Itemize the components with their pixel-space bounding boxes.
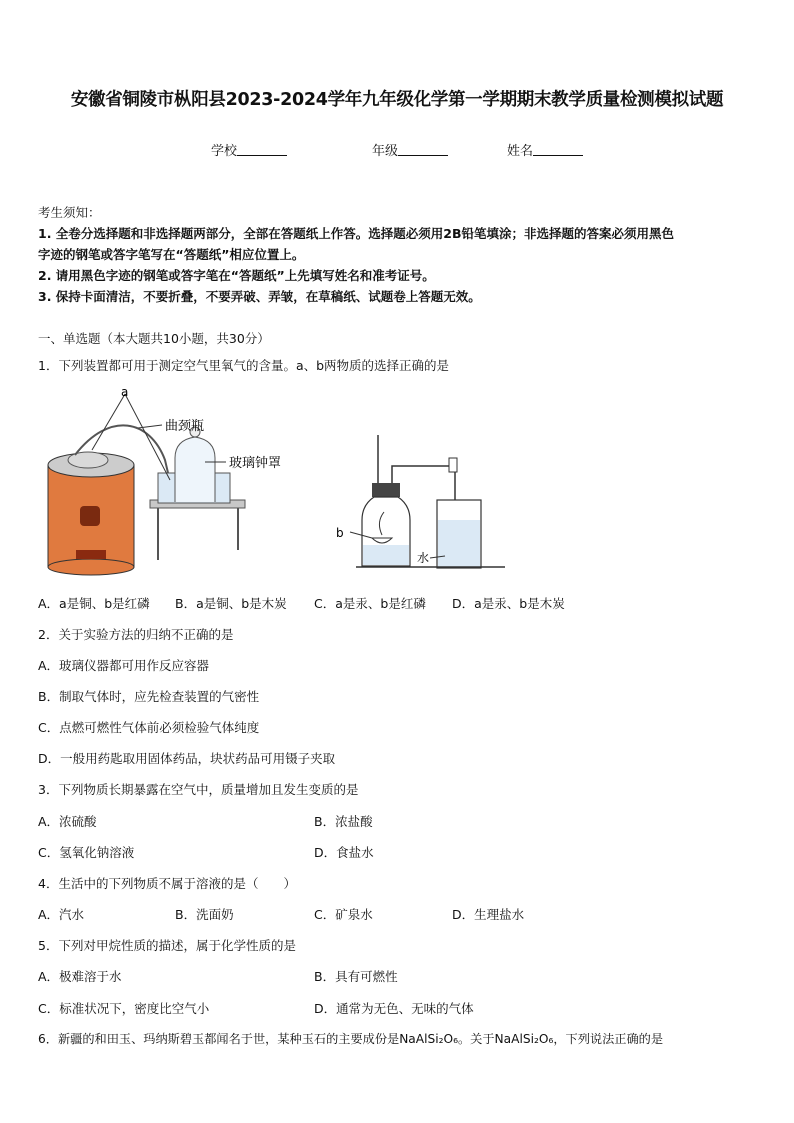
option-c: C．矿泉水 [314, 907, 373, 922]
label-flask: 曲颈瓶 [165, 419, 205, 434]
question-stem: 1．下列装置都可用于测定空气里氧气的含量。a、b两物质的选择正确的是 [38, 358, 450, 373]
notice-item: 2. 请用黑色字迹的钢笔或答字笔在“答题纸”上先填写姓名和准考证号。 [38, 268, 435, 283]
option-d: D．a是汞、b是木炭 [452, 596, 565, 611]
school-field: 学校 [211, 140, 287, 159]
option-b: B．洗面奶 [175, 907, 234, 922]
label-a: a [121, 385, 129, 399]
school-blank [237, 143, 287, 156]
grade-blank [398, 143, 448, 156]
notice-item: 字迹的钢笔或答字笔写在“答题纸”相应位置上。 [38, 247, 305, 262]
question-stem: 6．新疆的和田玉、玛纳斯碧玉都闻名于世，某种玉石的主要成份是NaAlSi₂O₆。关于NaAlSi₂O₆，下列说法正确的是 [38, 1032, 664, 1046]
label-b: b [336, 526, 344, 540]
option-c: C．氢氧化钠溶液 [38, 845, 135, 860]
option-a: A．玻璃仪器都可用作反应容器 [38, 658, 210, 673]
grade-field: 年级 [372, 140, 448, 159]
section-heading: 一、单选题（本大题共10小题，共30分） [38, 331, 270, 346]
notice-item: 1. 全卷分选择题和非选择题两部分，全部在答题纸上作答。选择题必须用2B铅笔填涂；非选择题的答案必须用黑色 [38, 226, 675, 241]
name-field: 姓名 [507, 140, 583, 159]
notice-item: 3. 保持卡面清洁，不要折叠，不要弄破、弄皱，在草稿纸、试题卷上答题无效。 [38, 289, 481, 304]
page-title: 安徽省铜陵市枞阳县2023-2024学年九年级化学第一学期期末教学质量检测模拟试题 [70, 90, 724, 110]
option-a: A．汽水 [38, 907, 85, 922]
question-stem: 5．下列对甲烷性质的描述，属于化学性质的是 [38, 938, 296, 953]
question-stem: 4．生活中的下列物质不属于溶液的是（ ） [38, 876, 296, 891]
option-d: D．食盐水 [314, 845, 374, 860]
option-a: A．a是铜、b是红磷 [38, 596, 150, 611]
option-a: A．浓硫酸 [38, 814, 97, 829]
option-b: B．a是铜、b是木炭 [175, 596, 287, 611]
option-b: B．制取气体时，应先检查装置的气密性 [38, 689, 260, 704]
question-stem: 2．关于实验方法的归纳不正确的是 [38, 627, 234, 642]
option-d: D．生理盐水 [452, 907, 525, 922]
apparatus-figure [0, 380, 794, 580]
option-b: B．浓盐酸 [314, 814, 373, 829]
lavoisier-apparatus [48, 394, 245, 575]
notice-heading: 考生须知： [38, 205, 101, 220]
label-bell-jar: 玻璃钟罩 [229, 456, 282, 471]
name-blank [533, 143, 583, 156]
option-a: A．极难溶于水 [38, 969, 122, 984]
option-c: C．点燃可燃性气体前必须检验气体纯度 [38, 720, 260, 735]
option-b: B．具有可燃性 [314, 969, 398, 984]
question-stem: 3．下列物质长期暴露在空气中，质量增加且发生变质的是 [38, 782, 359, 797]
red-phosphorus-apparatus [350, 435, 505, 568]
option-c: C．a是汞、b是红磷 [314, 596, 426, 611]
option-d: D．一般用药匙取用固体药品，块状药品可用镊子夹取 [38, 751, 336, 766]
label-water: 水 [417, 551, 430, 565]
option-c: C．标准状况下，密度比空气小 [38, 1001, 210, 1016]
option-d: D．通常为无色、无味的气体 [314, 1001, 474, 1016]
